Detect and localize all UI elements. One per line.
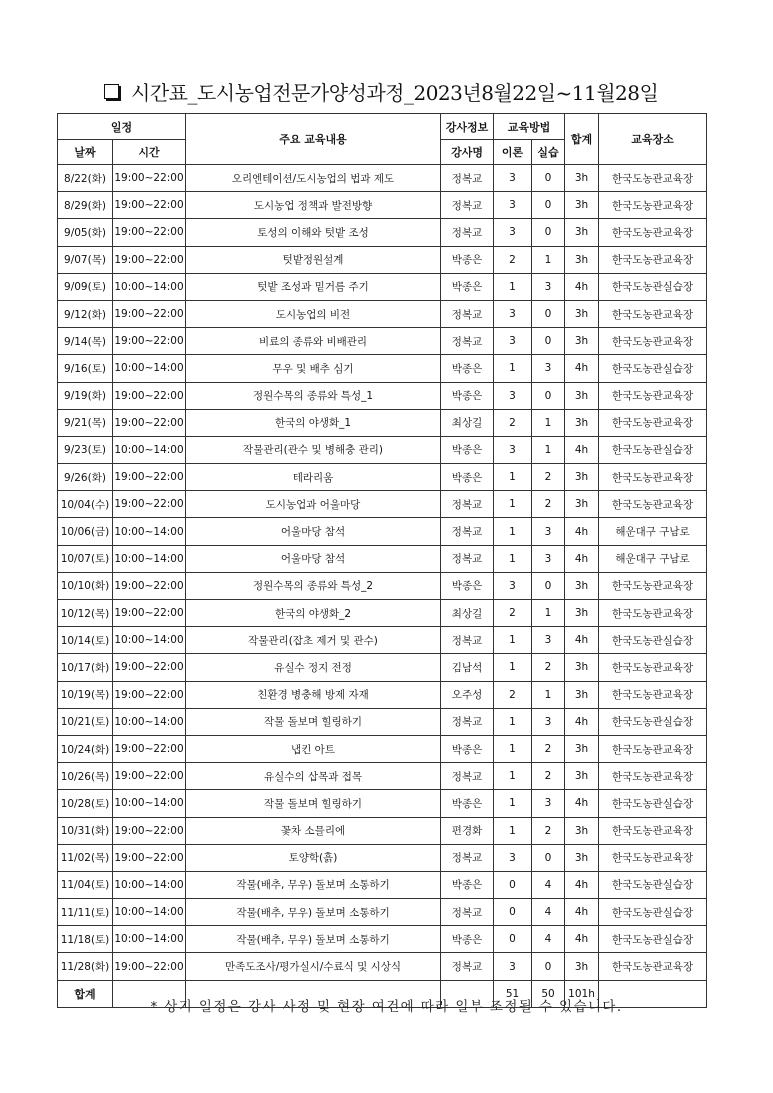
header-instructor: 강사명	[441, 140, 494, 165]
cell-sum: 4h	[565, 273, 599, 300]
cell-practice: 3	[532, 518, 565, 545]
cell-instructor: 정복교	[441, 708, 494, 735]
cell-practice: 1	[532, 436, 565, 463]
cell-time: 19:00~22:00	[113, 464, 186, 491]
cell-place: 한국도농관실습장	[599, 708, 707, 735]
cell-content: 오리엔테이션/도시농업의 법과 제도	[186, 165, 441, 192]
cell-sum: 4h	[565, 899, 599, 926]
schedule-rows	[58, 165, 707, 981]
cell-theory: 0	[494, 871, 532, 898]
cell-time: 10:00~14:00	[113, 708, 186, 735]
cell-content: 토성의 이해와 텃밭 조성	[186, 219, 441, 246]
cell-theory: 1	[494, 273, 532, 300]
cell-place: 한국도농관교육장	[599, 953, 707, 980]
cell-sum: 3h	[565, 572, 599, 599]
cell-theory: 3	[494, 953, 532, 980]
cell-theory: 1	[494, 763, 532, 790]
cell-time: 19:00~22:00	[113, 763, 186, 790]
cell-instructor: 정복교	[441, 491, 494, 518]
cell-date: 11/02(목)	[58, 844, 113, 871]
cell-content: 도시농업의 비전	[186, 300, 441, 327]
table-row	[58, 735, 707, 762]
cell-content: 유실수 정지 전정	[186, 654, 441, 681]
cell-theory: 3	[494, 382, 532, 409]
cell-place: 한국도농관교육장	[599, 192, 707, 219]
cell-content: 어울마당 참석	[186, 545, 441, 572]
cell-practice: 0	[532, 219, 565, 246]
header-content: 주요 교육내용	[186, 114, 441, 165]
cell-instructor: 박종은	[441, 871, 494, 898]
cell-practice: 2	[532, 735, 565, 762]
cell-date: 10/07(토)	[58, 545, 113, 572]
cell-instructor: 정복교	[441, 219, 494, 246]
cell-sum: 3h	[565, 409, 599, 436]
cell-instructor: 박종은	[441, 273, 494, 300]
cell-sum: 3h	[565, 681, 599, 708]
page-title	[100, 76, 700, 106]
cell-time: 19:00~22:00	[113, 192, 186, 219]
cell-place: 한국도농관교육장	[599, 681, 707, 708]
cell-content: 도시농업 정책과 발전방향	[186, 192, 441, 219]
cell-instructor: 박종은	[441, 246, 494, 273]
schedule-table	[57, 113, 707, 1008]
cell-date: 11/28(화)	[58, 953, 113, 980]
cell-place: 한국도농관교육장	[599, 654, 707, 681]
cell-place: 한국도농관교육장	[599, 300, 707, 327]
page-title-text: 시간표_도시농업전문가양성과정_2023년8월22일~11월28일	[131, 80, 659, 105]
cell-time: 19:00~22:00	[113, 246, 186, 273]
table-row	[58, 246, 707, 273]
cell-time: 10:00~14:00	[113, 518, 186, 545]
cell-date: 11/18(토)	[58, 926, 113, 953]
cell-theory: 1	[494, 817, 532, 844]
cell-practice: 3	[532, 790, 565, 817]
cell-time: 19:00~22:00	[113, 491, 186, 518]
cell-theory: 3	[494, 300, 532, 327]
cell-place: 해운대구 구남로	[599, 545, 707, 572]
cell-content: 테라리움	[186, 464, 441, 491]
cell-theory: 1	[494, 464, 532, 491]
cell-instructor: 최상길	[441, 600, 494, 627]
cell-sum: 4h	[565, 708, 599, 735]
cell-place: 한국도농관교육장	[599, 817, 707, 844]
cell-content: 작물(배추, 무우) 돌보며 소통하기	[186, 871, 441, 898]
cell-content: 작물관리(잡초 제거 및 관수)	[186, 627, 441, 654]
cell-sum: 3h	[565, 246, 599, 273]
cell-date: 8/29(화)	[58, 192, 113, 219]
cell-practice: 0	[532, 382, 565, 409]
cell-theory: 2	[494, 246, 532, 273]
cell-place: 한국도농관실습장	[599, 273, 707, 300]
total-practice: 50	[532, 980, 565, 1007]
cell-place: 한국도농관교육장	[599, 600, 707, 627]
cell-time: 10:00~14:00	[113, 790, 186, 817]
cell-theory: 1	[494, 654, 532, 681]
cell-sum: 3h	[565, 464, 599, 491]
cell-date: 8/22(화)	[58, 165, 113, 192]
cell-sum: 3h	[565, 219, 599, 246]
cell-place: 한국도농관교육장	[599, 246, 707, 273]
cell-sum: 4h	[565, 926, 599, 953]
cell-time: 19:00~22:00	[113, 382, 186, 409]
header-theory: 이론	[494, 140, 532, 165]
table-row	[58, 763, 707, 790]
table-row	[58, 436, 707, 463]
cell-practice: 0	[532, 165, 565, 192]
cell-practice: 2	[532, 817, 565, 844]
cell-theory: 0	[494, 899, 532, 926]
header-sum: 합계	[565, 114, 599, 165]
cell-content: 정원수목의 종류와 특성_2	[186, 572, 441, 599]
cell-instructor: 오주성	[441, 681, 494, 708]
cell-practice: 3	[532, 273, 565, 300]
table-row	[58, 627, 707, 654]
cell-date: 10/17(화)	[58, 654, 113, 681]
cell-theory: 1	[494, 491, 532, 518]
cell-practice: 1	[532, 600, 565, 627]
cell-place: 한국도농관실습장	[599, 899, 707, 926]
cell-theory: 2	[494, 600, 532, 627]
cell-sum: 3h	[565, 165, 599, 192]
cell-place: 한국도농관교육장	[599, 165, 707, 192]
cell-sum: 3h	[565, 735, 599, 762]
cell-content: 한국의 야생화_1	[186, 409, 441, 436]
cell-content: 무우 및 배추 심기	[186, 355, 441, 382]
cell-practice: 0	[532, 192, 565, 219]
header-date: 날짜	[58, 140, 113, 165]
cell-sum: 3h	[565, 763, 599, 790]
cell-content: 친환경 병충해 방제 자재	[186, 681, 441, 708]
cell-time: 10:00~14:00	[113, 436, 186, 463]
cell-content: 작물(배추, 무우) 돌보며 소통하기	[186, 899, 441, 926]
header-row-1	[58, 114, 707, 140]
cell-sum: 4h	[565, 790, 599, 817]
cell-place: 한국도농관교육장	[599, 382, 707, 409]
cell-sum: 3h	[565, 328, 599, 355]
cell-time: 10:00~14:00	[113, 545, 186, 572]
cell-instructor: 김남석	[441, 654, 494, 681]
cell-practice: 0	[532, 300, 565, 327]
cell-sum: 3h	[565, 382, 599, 409]
cell-date: 10/06(금)	[58, 518, 113, 545]
cell-place: 한국도농관실습장	[599, 627, 707, 654]
cell-instructor: 정복교	[441, 545, 494, 572]
header-instructor-info: 강사정보	[441, 114, 494, 140]
cell-sum: 3h	[565, 654, 599, 681]
table-row	[58, 273, 707, 300]
header-practice: 실습	[532, 140, 565, 165]
table-row	[58, 382, 707, 409]
cell-time: 19:00~22:00	[113, 817, 186, 844]
cell-instructor: 정복교	[441, 328, 494, 355]
cell-date: 10/14(토)	[58, 627, 113, 654]
cell-date: 10/12(목)	[58, 600, 113, 627]
cell-content: 작물(배추, 무우) 돌보며 소통하기	[186, 926, 441, 953]
header-method: 교육방법	[494, 114, 565, 140]
cell-place: 한국도농관교육장	[599, 844, 707, 871]
table-row	[58, 926, 707, 953]
cell-practice: 2	[532, 464, 565, 491]
table-row	[58, 572, 707, 599]
cell-instructor: 정복교	[441, 899, 494, 926]
cell-theory: 2	[494, 409, 532, 436]
cell-date: 10/24(화)	[58, 735, 113, 762]
header-place: 교육장소	[599, 114, 707, 165]
cell-sum: 4h	[565, 871, 599, 898]
cell-place: 해운대구 구남로	[599, 518, 707, 545]
cell-date: 10/21(토)	[58, 708, 113, 735]
cell-practice: 3	[532, 627, 565, 654]
table-row	[58, 518, 707, 545]
table-row	[58, 328, 707, 355]
table-row	[58, 681, 707, 708]
cell-content: 도시농업과 어울마당	[186, 491, 441, 518]
cell-theory: 3	[494, 192, 532, 219]
cell-date: 9/12(화)	[58, 300, 113, 327]
cell-theory: 3	[494, 219, 532, 246]
cell-date: 9/09(토)	[58, 273, 113, 300]
cell-instructor: 박종은	[441, 382, 494, 409]
table-row	[58, 300, 707, 327]
table-row	[58, 817, 707, 844]
cell-date: 10/04(수)	[58, 491, 113, 518]
cell-instructor: 박종은	[441, 572, 494, 599]
cell-date: 9/16(토)	[58, 355, 113, 382]
cell-content: 비료의 종류와 비배관리	[186, 328, 441, 355]
cell-practice: 1	[532, 681, 565, 708]
cell-time: 19:00~22:00	[113, 300, 186, 327]
cell-instructor: 정복교	[441, 763, 494, 790]
cell-practice: 3	[532, 708, 565, 735]
table-row	[58, 219, 707, 246]
cell-instructor: 정복교	[441, 300, 494, 327]
cell-time: 10:00~14:00	[113, 355, 186, 382]
cell-theory: 3	[494, 165, 532, 192]
cell-place: 한국도농관실습장	[599, 790, 707, 817]
cell-time: 19:00~22:00	[113, 219, 186, 246]
table-row	[58, 409, 707, 436]
cell-place: 한국도농관실습장	[599, 436, 707, 463]
cell-time: 19:00~22:00	[113, 572, 186, 599]
cell-practice: 4	[532, 926, 565, 953]
cell-place: 한국도농관실습장	[599, 926, 707, 953]
cell-time: 19:00~22:00	[113, 681, 186, 708]
cell-sum: 3h	[565, 953, 599, 980]
cell-instructor: 박종은	[441, 464, 494, 491]
cell-content: 텃밭정원설계	[186, 246, 441, 273]
cell-date: 9/14(목)	[58, 328, 113, 355]
cell-time: 19:00~22:00	[113, 328, 186, 355]
cell-theory: 1	[494, 735, 532, 762]
cell-sum: 4h	[565, 627, 599, 654]
cell-place: 한국도농관실습장	[599, 355, 707, 382]
cell-instructor: 정복교	[441, 192, 494, 219]
cell-time: 19:00~22:00	[113, 600, 186, 627]
cell-place: 한국도농관교육장	[599, 491, 707, 518]
cell-content: 작물 돌보며 힐링하기	[186, 790, 441, 817]
cell-instructor: 편경화	[441, 817, 494, 844]
cell-theory: 1	[494, 355, 532, 382]
cell-theory: 2	[494, 681, 532, 708]
cell-theory: 3	[494, 328, 532, 355]
table-row	[58, 708, 707, 735]
cell-date: 10/31(화)	[58, 817, 113, 844]
cell-instructor: 박종은	[441, 926, 494, 953]
cell-content: 토양학(흙)	[186, 844, 441, 871]
total-theory: 51	[494, 980, 532, 1007]
footnote: * 상기 일정은 강사 사정 및 현장 여건에 따라 일부 조정될 수 있습니다.	[150, 999, 623, 1015]
cell-instructor: 정복교	[441, 953, 494, 980]
cell-sum: 4h	[565, 545, 599, 572]
cell-date: 9/21(목)	[58, 409, 113, 436]
cell-practice: 2	[532, 491, 565, 518]
cell-sum: 4h	[565, 436, 599, 463]
total-sum: 101h	[565, 980, 599, 1007]
cell-sum: 3h	[565, 844, 599, 871]
cell-time: 10:00~14:00	[113, 926, 186, 953]
cell-date: 11/11(토)	[58, 899, 113, 926]
cell-practice: 1	[532, 409, 565, 436]
cell-place: 한국도농관교육장	[599, 763, 707, 790]
cell-theory: 0	[494, 926, 532, 953]
cell-practice: 0	[532, 572, 565, 599]
cell-theory: 1	[494, 518, 532, 545]
cell-instructor: 박종은	[441, 735, 494, 762]
cell-theory: 1	[494, 708, 532, 735]
cell-time: 10:00~14:00	[113, 871, 186, 898]
cell-time: 19:00~22:00	[113, 409, 186, 436]
cell-date: 9/26(화)	[58, 464, 113, 491]
cell-place: 한국도농관교육장	[599, 219, 707, 246]
cell-practice: 2	[532, 763, 565, 790]
cell-place: 한국도농관실습장	[599, 871, 707, 898]
cell-sum: 4h	[565, 355, 599, 382]
cell-practice: 4	[532, 871, 565, 898]
cell-practice: 2	[532, 654, 565, 681]
cell-instructor: 최상길	[441, 409, 494, 436]
cell-time: 10:00~14:00	[113, 273, 186, 300]
cell-content: 어울마당 참석	[186, 518, 441, 545]
table-row	[58, 871, 707, 898]
cell-date: 9/05(화)	[58, 219, 113, 246]
cell-time: 10:00~14:00	[113, 899, 186, 926]
cell-time: 19:00~22:00	[113, 654, 186, 681]
cell-content: 꽃차 소믈리에	[186, 817, 441, 844]
cell-sum: 3h	[565, 491, 599, 518]
cell-sum: 3h	[565, 817, 599, 844]
cell-practice: 1	[532, 246, 565, 273]
table-row	[58, 953, 707, 980]
table-row	[58, 600, 707, 627]
table-row	[58, 790, 707, 817]
cell-time: 19:00~22:00	[113, 844, 186, 871]
cell-instructor: 박종은	[441, 355, 494, 382]
checkbox-square-icon	[104, 84, 119, 99]
cell-place: 한국도농관교육장	[599, 464, 707, 491]
cell-date: 10/19(목)	[58, 681, 113, 708]
cell-practice: 4	[532, 899, 565, 926]
cell-instructor: 정복교	[441, 518, 494, 545]
cell-instructor: 정복교	[441, 627, 494, 654]
cell-theory: 3	[494, 844, 532, 871]
cell-practice: 0	[532, 953, 565, 980]
cell-instructor: 박종은	[441, 790, 494, 817]
cell-content: 작물 돌보며 힐링하기	[186, 708, 441, 735]
cell-content: 냅킨 아트	[186, 735, 441, 762]
table-row	[58, 355, 707, 382]
table-row	[58, 192, 707, 219]
cell-sum: 3h	[565, 192, 599, 219]
table-row	[58, 545, 707, 572]
cell-date: 10/10(화)	[58, 572, 113, 599]
cell-practice: 3	[532, 545, 565, 572]
cell-theory: 3	[494, 572, 532, 599]
cell-content: 작물관리(관수 및 병해충 관리)	[186, 436, 441, 463]
cell-content: 한국의 야생화_2	[186, 600, 441, 627]
cell-date: 10/28(토)	[58, 790, 113, 817]
cell-place: 한국도농관교육장	[599, 409, 707, 436]
cell-practice: 0	[532, 328, 565, 355]
cell-time: 19:00~22:00	[113, 165, 186, 192]
table-row	[58, 491, 707, 518]
cell-date: 9/19(화)	[58, 382, 113, 409]
cell-time: 10:00~14:00	[113, 627, 186, 654]
cell-practice: 0	[532, 844, 565, 871]
cell-date: 9/07(목)	[58, 246, 113, 273]
cell-place: 한국도농관교육장	[599, 572, 707, 599]
cell-content: 유실수의 삽목과 접목	[186, 763, 441, 790]
table-row	[58, 844, 707, 871]
cell-content: 정원수목의 종류와 특성_1	[186, 382, 441, 409]
cell-sum: 3h	[565, 300, 599, 327]
cell-content: 만족도조사/평가실시/수료식 및 시상식	[186, 953, 441, 980]
cell-practice: 3	[532, 355, 565, 382]
cell-time: 19:00~22:00	[113, 953, 186, 980]
cell-theory: 3	[494, 436, 532, 463]
cell-instructor: 정복교	[441, 844, 494, 871]
header-schedule: 일정	[58, 114, 186, 140]
cell-content: 텃밭 조성과 밑거름 주기	[186, 273, 441, 300]
cell-instructor: 박종은	[441, 436, 494, 463]
cell-time: 19:00~22:00	[113, 735, 186, 762]
table-row	[58, 654, 707, 681]
table-row	[58, 165, 707, 192]
cell-date: 11/04(토)	[58, 871, 113, 898]
cell-instructor: 정복교	[441, 165, 494, 192]
cell-sum: 3h	[565, 600, 599, 627]
cell-theory: 1	[494, 790, 532, 817]
cell-date: 9/23(토)	[58, 436, 113, 463]
cell-theory: 1	[494, 545, 532, 572]
header-time: 시간	[113, 140, 186, 165]
table-row	[58, 899, 707, 926]
table-row	[58, 464, 707, 491]
cell-theory: 1	[494, 627, 532, 654]
total-label: 합계	[58, 980, 113, 1007]
cell-sum: 4h	[565, 518, 599, 545]
cell-date: 10/26(목)	[58, 763, 113, 790]
cell-place: 한국도농관교육장	[599, 735, 707, 762]
cell-place: 한국도농관교육장	[599, 328, 707, 355]
